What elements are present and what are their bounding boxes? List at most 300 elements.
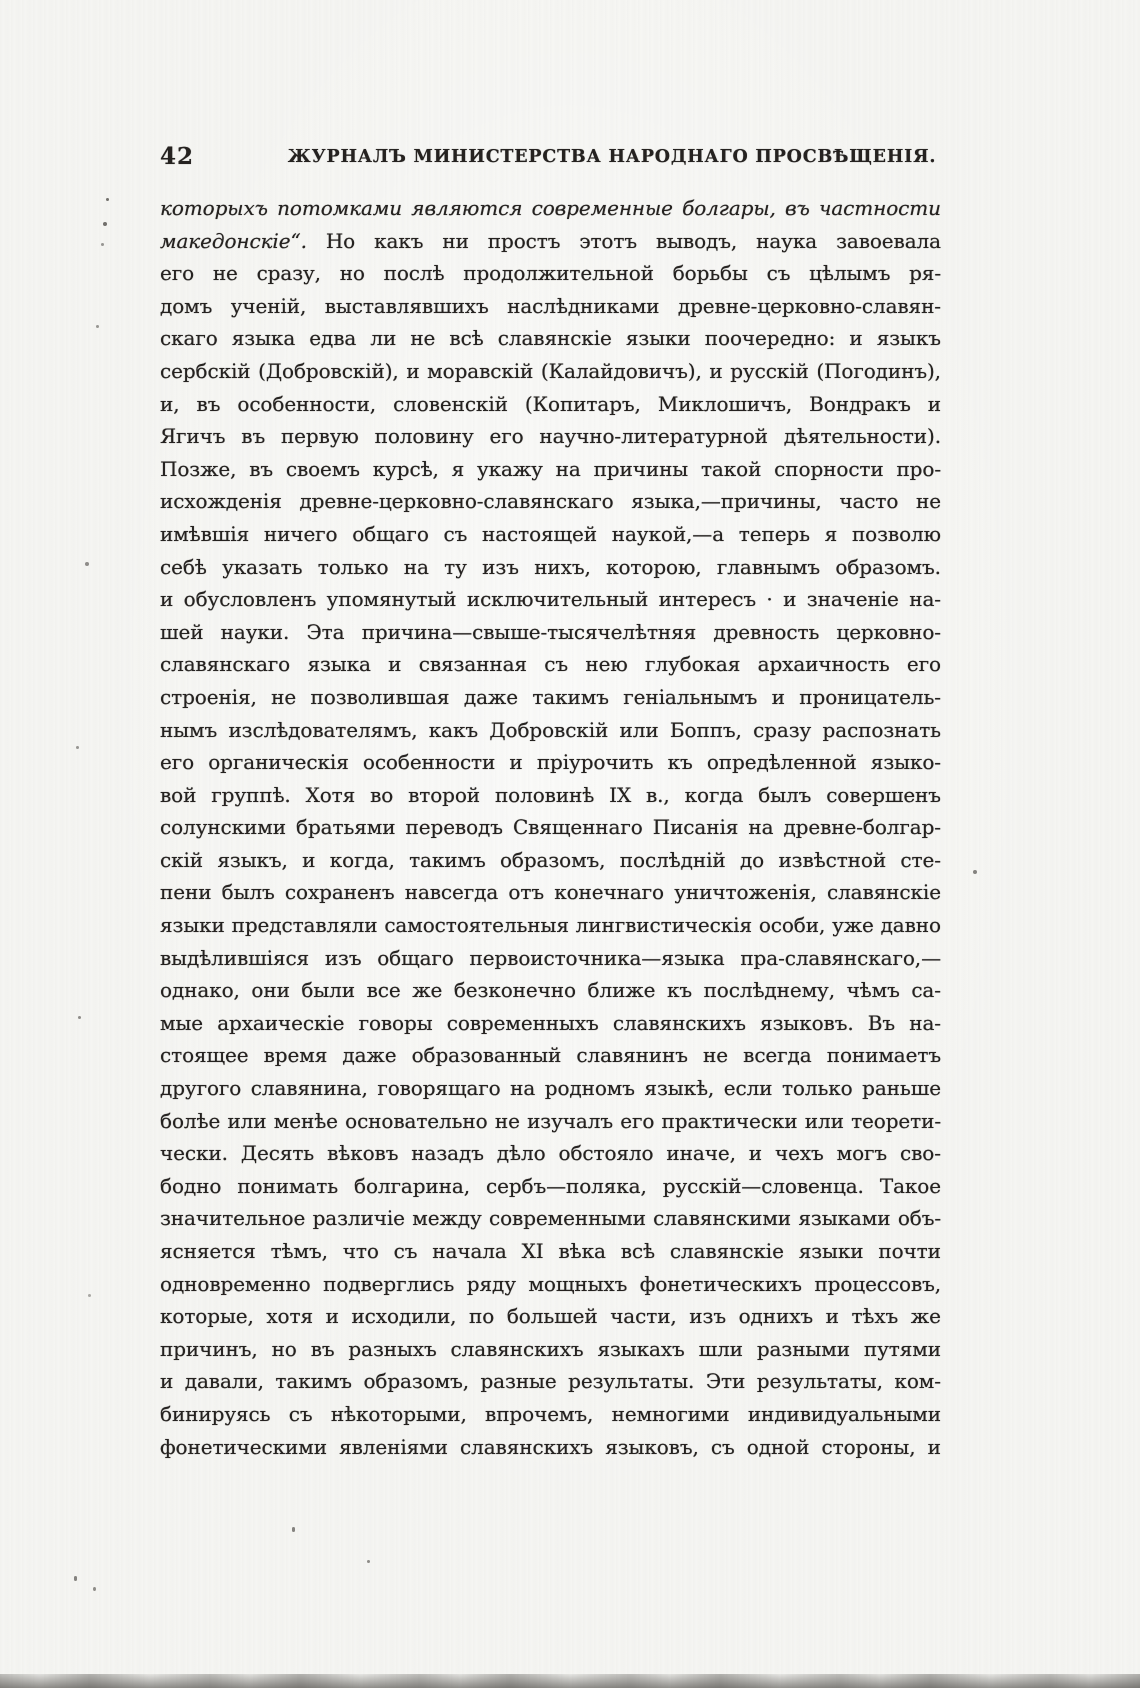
word: части, (610, 1304, 677, 1329)
word: особенности (362, 750, 496, 775)
word: съ (288, 1401, 313, 1426)
word: конечнаго (554, 880, 664, 905)
word: фонетическими (160, 1434, 327, 1459)
word: къ (667, 750, 693, 775)
word: и (783, 587, 797, 612)
word: говорящаго (377, 1076, 501, 1101)
word: всѣ (620, 1239, 655, 1263)
word: болгарина, (354, 1173, 470, 1198)
word: послѣднему, (703, 978, 835, 1003)
word: не (703, 1043, 729, 1068)
word: (Копитаръ, (524, 391, 641, 416)
word: мощныхъ (528, 1271, 628, 1296)
word: выставлявшихъ (324, 293, 489, 318)
word: все (366, 978, 401, 1003)
word: обстояло (558, 1141, 654, 1166)
scan-speck (973, 870, 977, 874)
word: главнымъ (716, 554, 821, 579)
text-line (160, 522, 941, 555)
word: выводъ, (655, 228, 738, 253)
word: индивидуальными (747, 1401, 941, 1426)
text-line (160, 261, 941, 294)
word: менѣе (273, 1108, 338, 1133)
word: сразу, (256, 261, 321, 286)
word: же (910, 1304, 941, 1329)
text-line (160, 1239, 941, 1272)
word: на (555, 456, 581, 481)
scan-speck (88, 1294, 91, 1297)
word: науки. (220, 619, 290, 644)
word: · (766, 587, 773, 612)
text-line (160, 783, 941, 816)
word: до (739, 847, 765, 872)
word: органическія (208, 750, 349, 775)
word: разныхъ (348, 1336, 437, 1361)
word: и (160, 587, 174, 612)
scan-speck (76, 746, 79, 749)
word: ли (370, 326, 397, 351)
word: IX (609, 782, 632, 807)
word: обусловленъ (183, 587, 317, 612)
word: его (160, 261, 195, 286)
word: которые, (160, 1304, 254, 1329)
text-line (160, 392, 941, 425)
text-line (160, 946, 941, 979)
word: даже (463, 684, 518, 709)
word: былъ (758, 782, 812, 807)
word: особи, (758, 913, 826, 938)
scan-speck (78, 1016, 81, 1019)
word: на- (909, 587, 941, 612)
word: славянинъ (576, 1043, 688, 1068)
word: едва (309, 326, 357, 351)
word: ком- (894, 1369, 941, 1394)
word: съ (766, 261, 791, 286)
word: изслѣдователямъ, (228, 717, 418, 742)
word: и (927, 391, 941, 416)
word: этотъ (579, 228, 637, 253)
word: проницатель- (799, 684, 941, 709)
word: себѣ (160, 554, 207, 579)
text-line (160, 1402, 941, 1435)
word: на (403, 554, 429, 579)
word: древность (713, 619, 820, 644)
word: не (494, 1108, 520, 1133)
word: современными (489, 1206, 646, 1231)
word: языки (798, 1239, 864, 1263)
word: теперь (738, 521, 810, 546)
page-text (160, 196, 941, 1467)
text-line (160, 620, 941, 653)
word: ясняется (160, 1239, 256, 1263)
word: стоящее (160, 1043, 249, 1068)
word: которою, (606, 554, 702, 579)
word: иначе, (666, 1141, 736, 1166)
word: процессовъ, (814, 1271, 941, 1296)
text-line (160, 1043, 941, 1076)
word: половинѣ (494, 782, 595, 807)
word: на- (909, 1010, 941, 1035)
text-line (160, 294, 941, 327)
text-line (160, 229, 941, 262)
word: образомъ, (363, 1369, 469, 1394)
word: мые (160, 1010, 204, 1035)
scan-speck (367, 1560, 370, 1563)
word: связанная (418, 652, 527, 677)
word: начала (432, 1239, 507, 1263)
word: простъ (487, 228, 561, 253)
word: бинируясь (160, 1401, 271, 1426)
word: борьбы (672, 261, 748, 286)
word: могъ (836, 1141, 888, 1166)
word: и (927, 1434, 941, 1459)
word-italic: частности (819, 196, 941, 220)
word: когда (684, 782, 744, 807)
word: ничего (263, 521, 338, 546)
word: или (227, 1108, 267, 1133)
word: языки (625, 326, 691, 351)
text-line (160, 1141, 941, 1174)
word: не (410, 326, 436, 351)
word: давно (880, 913, 941, 938)
word: въ (241, 424, 266, 449)
word: чески. (160, 1141, 228, 1166)
word: шей (160, 619, 204, 644)
word: имѣвшія (160, 521, 250, 546)
word: его (489, 424, 524, 449)
word: только (781, 1076, 853, 1101)
word: позволившая (310, 684, 450, 709)
word: завоевала (836, 228, 941, 253)
word: научно-литературной (539, 424, 768, 449)
word: его (160, 750, 195, 775)
word: въ (196, 391, 221, 416)
word: и (160, 1369, 174, 1394)
word: чехъ (775, 1141, 824, 1166)
word: моравскій (427, 358, 534, 383)
word: и (771, 684, 785, 709)
word: архаическіе (217, 1010, 345, 1035)
word: только (317, 554, 389, 579)
word: пра-славянскаго,— (740, 945, 941, 970)
word: ученій, (230, 293, 307, 318)
word: раньше (862, 1076, 941, 1101)
word: результаты. (568, 1369, 695, 1394)
word: представляли (231, 913, 378, 938)
word: одновременно (160, 1271, 311, 1296)
word: языкъ (876, 326, 941, 351)
word: наслѣдниками (507, 293, 660, 318)
text-line (160, 489, 941, 522)
word: почти (878, 1239, 941, 1263)
text-line (160, 750, 941, 783)
word: я (824, 521, 838, 546)
word: вѣковъ (327, 1141, 399, 1166)
word: я (451, 456, 465, 481)
word: всегда (743, 1043, 812, 1068)
word: другого (160, 1076, 242, 1101)
word: общаго (377, 945, 454, 970)
word: такимъ (275, 1369, 352, 1394)
word: однихъ (738, 1304, 813, 1329)
word: самостоятельныя (384, 913, 569, 938)
word: са- (911, 978, 941, 1003)
word: во (370, 782, 394, 807)
word: пріурочить (536, 750, 654, 775)
word-italic: которыхъ (160, 196, 268, 220)
scan-speck (292, 1527, 295, 1532)
word: теорети- (851, 1108, 941, 1133)
word: назадъ (411, 1141, 484, 1166)
word: отъ (508, 880, 544, 905)
word: извѣстной (778, 847, 887, 872)
word: Вондракъ (809, 391, 911, 416)
word: изучалъ (527, 1108, 613, 1133)
word: цѣлымъ (809, 261, 891, 286)
word: между (412, 1206, 482, 1231)
scan-speck (96, 325, 99, 328)
text-line (160, 1109, 941, 1142)
word: наука (756, 228, 818, 253)
word: Позже, (160, 456, 237, 481)
page-number: 42 (160, 143, 195, 170)
word: или (804, 1108, 844, 1133)
word: его (906, 652, 941, 677)
word: лингвистическія (575, 913, 752, 938)
word: хотя (266, 1304, 313, 1329)
page-header (160, 143, 941, 173)
word: но (339, 261, 365, 286)
word: образомъ. (835, 554, 941, 579)
word: опредѣленной (706, 750, 857, 775)
word: Хотя (305, 782, 356, 807)
text-line (160, 1011, 941, 1044)
word: славянскіе (826, 880, 941, 905)
word: Боппъ, (669, 717, 742, 742)
word-italic: болгары, (682, 196, 776, 220)
word: Миклошичъ, (657, 391, 793, 416)
word: же (412, 978, 443, 1003)
word: значеніе (806, 587, 899, 612)
word: шли (698, 1336, 743, 1361)
word: на (510, 1076, 536, 1101)
word: объ- (897, 1206, 941, 1231)
word: чѣмъ (846, 978, 900, 1003)
text-line (160, 1435, 941, 1468)
word: были (301, 978, 356, 1003)
word: пени (160, 880, 212, 905)
word: уничтоженія, (674, 880, 817, 905)
word: нею (585, 652, 628, 677)
word: безконечно (453, 978, 576, 1003)
word: славянскихъ (460, 1434, 594, 1459)
word: (Калайдовичъ), (540, 358, 702, 383)
word: сво- (900, 1141, 941, 1166)
text-line (160, 848, 941, 881)
word: особенности, (237, 391, 377, 416)
word: причины (593, 456, 689, 481)
word-italic: потомками (277, 196, 403, 220)
scan-speck (103, 222, 107, 226)
text-line (160, 718, 941, 751)
word: нѣкоторыми, (330, 1401, 467, 1426)
scan-speck (101, 243, 104, 246)
word: и (509, 750, 523, 775)
word: путями (863, 1336, 941, 1361)
word: славянскихъ (612, 1010, 746, 1035)
word: скаго (160, 326, 218, 351)
word: общаго (352, 521, 429, 546)
word: языки (160, 913, 225, 938)
word: образомъ, (499, 847, 606, 872)
word: часто (839, 489, 899, 514)
text-line (160, 359, 941, 392)
word: (Добровскій), (258, 358, 399, 383)
word: дѣятельности). (783, 424, 941, 449)
word: не (916, 489, 941, 514)
word: славянскаго (160, 652, 291, 677)
word: понимать (237, 1173, 338, 1198)
word: сохраненъ (284, 880, 395, 905)
word: языка,—причины, (631, 489, 822, 514)
word: Въ (867, 1010, 896, 1035)
word: языкахъ (597, 1336, 685, 1361)
word: выдѣлившіяся (160, 945, 310, 970)
word: славянина, (250, 1076, 368, 1101)
text-line (160, 815, 941, 848)
word: Такое (879, 1173, 941, 1198)
word: языко- (870, 750, 941, 775)
word: солунскими (160, 815, 286, 840)
word: однако, (160, 978, 240, 1003)
word: глубокая (645, 652, 741, 677)
word: и (325, 1304, 339, 1329)
text-line (160, 1304, 941, 1337)
word: дѣло (496, 1141, 546, 1166)
word: они (251, 978, 290, 1003)
word: съ (710, 1434, 735, 1459)
word: спорности (774, 456, 884, 481)
word: что (342, 1239, 379, 1263)
word: упомянутый (326, 587, 457, 612)
word: даже (342, 1043, 397, 1068)
word: языками (798, 1206, 891, 1231)
word: настоящей (481, 521, 598, 546)
text-line (160, 1272, 941, 1305)
word: языковъ. (760, 1010, 854, 1035)
word: стороны, (821, 1434, 916, 1459)
text-line (160, 587, 941, 620)
word: исхожденія (160, 489, 282, 514)
word: различіе (312, 1206, 405, 1231)
word: по (469, 1304, 495, 1329)
word: про- (896, 456, 941, 481)
word: значительное (160, 1206, 306, 1231)
word: нихъ, (534, 554, 591, 579)
word: русскій—словенца. (662, 1173, 864, 1198)
word: и (825, 1304, 839, 1329)
word: и (406, 358, 420, 383)
word: разные (480, 1369, 557, 1394)
word: и (849, 326, 863, 351)
word: укажу (476, 456, 543, 481)
word: основательно (345, 1108, 488, 1133)
word: и, (160, 391, 180, 416)
word: языка (307, 652, 371, 677)
word: языковъ, (605, 1434, 699, 1459)
word: исходили, (351, 1304, 457, 1329)
word: понимаетъ (826, 1043, 941, 1068)
text-line (160, 196, 941, 229)
word-italic: въ (785, 196, 810, 220)
word: Добровскій (489, 717, 609, 742)
word: братьями (296, 815, 396, 840)
text-line (160, 457, 941, 490)
text-line (160, 652, 941, 685)
word: сразу (753, 717, 812, 742)
word: русскій (730, 358, 809, 383)
word: когда, (329, 847, 395, 872)
text-line (160, 978, 941, 1011)
word: XI (521, 1239, 544, 1263)
word: курсѣ, (372, 456, 439, 481)
word: съ (393, 1239, 418, 1263)
text-line (160, 880, 941, 913)
word: къ (666, 978, 692, 1003)
word: практически (661, 1108, 798, 1133)
word: болѣе (160, 1108, 221, 1133)
word: всѣ (449, 326, 484, 351)
word: какъ (428, 717, 479, 742)
word: языкъ, (217, 847, 288, 872)
word: немногими (611, 1401, 730, 1426)
word: церковно- (836, 619, 941, 644)
word: ряду (466, 1271, 516, 1296)
word: если (723, 1076, 773, 1101)
word: в., (646, 782, 670, 807)
word: тѣхъ (851, 1304, 899, 1329)
word: геніальнымъ (623, 684, 758, 709)
word: Но (325, 228, 356, 253)
word: навсегда (404, 880, 499, 905)
word: современныхъ (446, 1010, 599, 1035)
word: послѣ (383, 261, 445, 286)
word: изъ (482, 554, 519, 579)
word-italic: современные (531, 196, 673, 220)
word: языкѣ, (644, 1076, 715, 1101)
word: второй (408, 782, 481, 807)
word: разными (756, 1336, 850, 1361)
word: славянскіе (669, 1239, 784, 1263)
word: его (620, 1108, 655, 1133)
word: архаичность (757, 652, 890, 677)
word: Писанія (652, 815, 739, 840)
word: послѣдній (619, 847, 726, 872)
scan-edge-shadow (0, 1674, 1140, 1688)
word: строенія, (160, 684, 257, 709)
word: и (302, 847, 316, 872)
word: славянскими (653, 1206, 792, 1231)
word: исключительный (466, 587, 649, 612)
word: фонетическихъ (639, 1271, 802, 1296)
word: интересъ (658, 587, 756, 612)
text-line (160, 913, 941, 946)
word: такой (700, 456, 762, 481)
word: своемъ (285, 456, 360, 481)
word: первоисточника—языка (469, 945, 725, 970)
scan-speck (93, 1587, 96, 1591)
word: первую (280, 424, 359, 449)
